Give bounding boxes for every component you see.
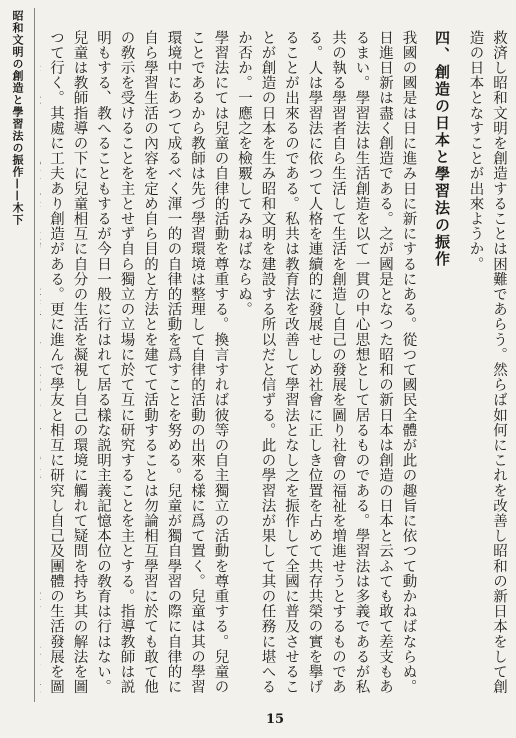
section-title: 四、創造の日本と學習法の振作 <box>433 30 451 268</box>
paragraph-3: 學習法にては兒童の自律的活動を尊重する。換言すれば彼等の自主獨立の活動を尊重する。兒童のことであるから教師は先づ學習環境は整理して自律的活動の出來る樣に爲て置く。兒童は其の學習環境中にあつて成るべく渾一的の自律的活動を爲すことを努める。兒童が獨自學習の際に自律的に自ら學習生活の內容を定め自ら目的と方法とを建てて活動することは勿論相互學習に於ても敢て他の敎示を受けることを主とせず自ら獨立の立場に於て互に研究することを主とする。指導教師は説明もする、教へることもするが今日一般に行はれて居る樣な説明主義記憶本位の敎育は行はない。兒童は教師指導の下に兒童相互に自分の生活を凝視し自己の環境に觸れて疑問を持ち其の解法を圖つて行く。其處に工夫あり創造がある。更に進んで學友と相互に研究し自己及團體の生活發展を圖 <box>48 30 229 695</box>
page-body <box>34 0 516 727</box>
paragraph-2: 我國の國是は日に進み日に新にするにある。從つて國民全體が此の趣旨に依つて動かねばならぬ。日進日新は盡く創造である。之が國是となつた昭和の新日本は創造の日本と云ふても敢て差支もあるまい。學習法は生活創造を以て一貫の中心思想として居るものである。學習法は多義であるが私共の執る學習者自ら生活して生活を創造し自己の發展を圖り社會の福祉を増進せうとするものである。人は學習法に依つて人格を連續的に發展せしめ社會に正しき位置を占めて共存共榮の實を擧げることが出來るのである。私共は教育法を改善して學習法となし之を振作して全國に普及させることが創造の日本を生み昭和文明を建設する所以だと信ずる。此の學習法が果して其の任務に堪へるか否か。一應之を檢覈してみねばならぬ。 <box>236 30 417 695</box>
paragraph-1: 救済し昭和文明を創造することは困難であらう。然らば如何にこれを改善し昭和の新日本をして創造の日本となすことが出來ようか。 <box>467 30 507 695</box>
running-header <box>0 0 34 250</box>
page-number: 15 <box>265 712 285 727</box>
vertical-text-block <box>40 30 510 700</box>
running-title: 昭和文明の創造と學習法の振作——木下 <box>11 10 24 226</box>
